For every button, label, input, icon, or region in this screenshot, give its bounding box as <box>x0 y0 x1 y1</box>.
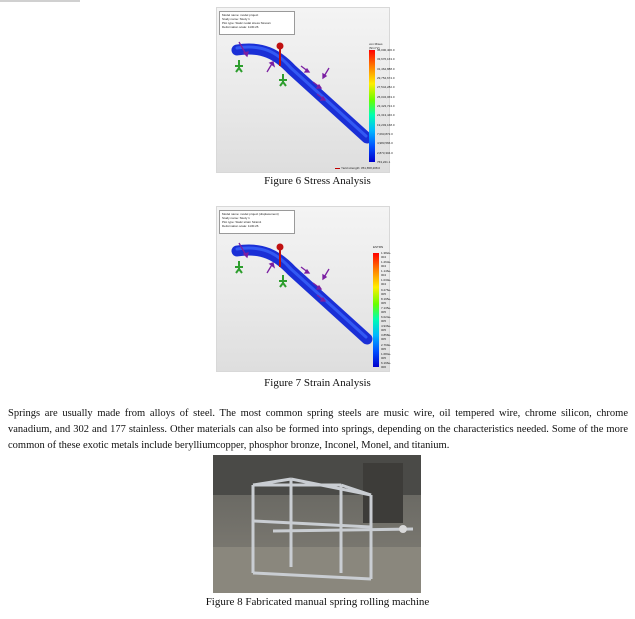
legend-tick: 19,203,168.0 <box>377 122 395 127</box>
figure-8-caption: Figure 8 Fabricated manual spring rolling machine <box>205 596 430 608</box>
legend-colorbar <box>373 253 379 367</box>
info-line: Study name: Study 1 <box>222 216 250 220</box>
legend-tick-labels <box>381 251 391 369</box>
beam-body <box>237 250 367 339</box>
fixture-icon <box>279 74 287 86</box>
legend-tick: 1.382e-004 <box>381 251 392 259</box>
info-line: Plot type: Static strain Strain1 <box>222 220 262 224</box>
info-line: Model name: model project <box>222 13 259 17</box>
beam-model-graphic <box>217 8 391 174</box>
photo-floor <box>213 547 421 593</box>
yield-strength-label: Yield strength: 351,658,208.0 <box>335 166 380 170</box>
legend-tick: 1.146e-004 <box>381 269 392 278</box>
info-line: Model name: model project (displacement) <box>222 212 279 216</box>
figure-7-strain-plot <box>216 206 390 372</box>
figure-6-stress-plot <box>216 7 395 173</box>
legend-colorbar <box>369 50 375 162</box>
legend-tick: 9.276e-005 <box>381 287 392 296</box>
info-line: Study name: Study 1 <box>222 17 250 21</box>
fixture-icon <box>279 275 287 287</box>
legend-tick: 1.263e-004 <box>381 260 392 269</box>
legend-tick: 763,221.1 <box>377 159 391 164</box>
info-line: Plot type: Static nodal stress Stress1 <box>222 21 271 25</box>
legend-tick: 6.024e-005 <box>381 315 392 324</box>
handle-knob <box>399 525 407 533</box>
legend-tick: 7.135e-005 <box>381 305 392 314</box>
legend-title: von Mises (N/m^2) <box>369 42 383 50</box>
legend-tick: 33,676,163.0 <box>377 57 395 62</box>
legend-title: ESTRN <box>373 245 384 249</box>
page-top-rule <box>0 0 80 2</box>
legend-tick: 3.858e-005 <box>381 333 392 342</box>
legend-tick: 4,983,566.0 <box>377 141 393 146</box>
legend-tick: 29,754,674.0 <box>377 75 395 80</box>
legend-tick: 7,093,872.0 <box>377 131 393 136</box>
legend-tick: 36,000,406.0 <box>377 48 395 52</box>
info-line: Deformation scale: 1130.26 <box>222 224 259 228</box>
fixture-icon <box>235 261 243 273</box>
legend-tick: 27,544,282.0 <box>377 85 395 90</box>
legend-tick: 31,464,888.0 <box>377 66 395 71</box>
legend-tick: 21,313,446.0 <box>377 113 395 118</box>
legend-tick: 8.195e-005 <box>381 296 392 305</box>
legend-tick: 4.936e-005 <box>381 324 392 333</box>
info-line: Deformation scale: 1130.26 <box>222 25 259 29</box>
fixture-icon <box>235 60 243 72</box>
machine-frame-graphic <box>213 455 421 593</box>
figure-7-caption: Figure 7 Strain Analysis <box>264 377 371 389</box>
legend-tick: 1.030e-004 <box>381 278 392 287</box>
legend-tick: 2,873,304.0 <box>377 150 393 155</box>
legend-tick: 23,423,724.0 <box>377 103 395 108</box>
body-paragraph: Springs are usually made from alloys of steel. The most common spring steels are music wire, oil tempered wire, chrome silicon, chrome vanadium, and 302 and 177 stainless. Other materials can also be formed into springs, depending on the characteristics needed. Some of the more common of these exotic metals include berylliumcopper, phosphor bronze, Inconel, Monel, and titanium. <box>8 408 628 451</box>
beam-model-graphic <box>217 207 391 373</box>
legend-tick: 25,034,063.0 <box>377 94 395 99</box>
figure-6-caption: Figure 6 Stress Analysis <box>264 175 371 187</box>
legend-tick: 1.684e-005 <box>381 351 392 360</box>
legend-tick: 2.769e-005 <box>381 342 392 351</box>
legend-tick: 6.196e-006 <box>381 360 392 369</box>
beam-body <box>237 49 367 138</box>
figure-8-photo <box>213 455 421 593</box>
legend-tick-labels <box>377 48 395 164</box>
